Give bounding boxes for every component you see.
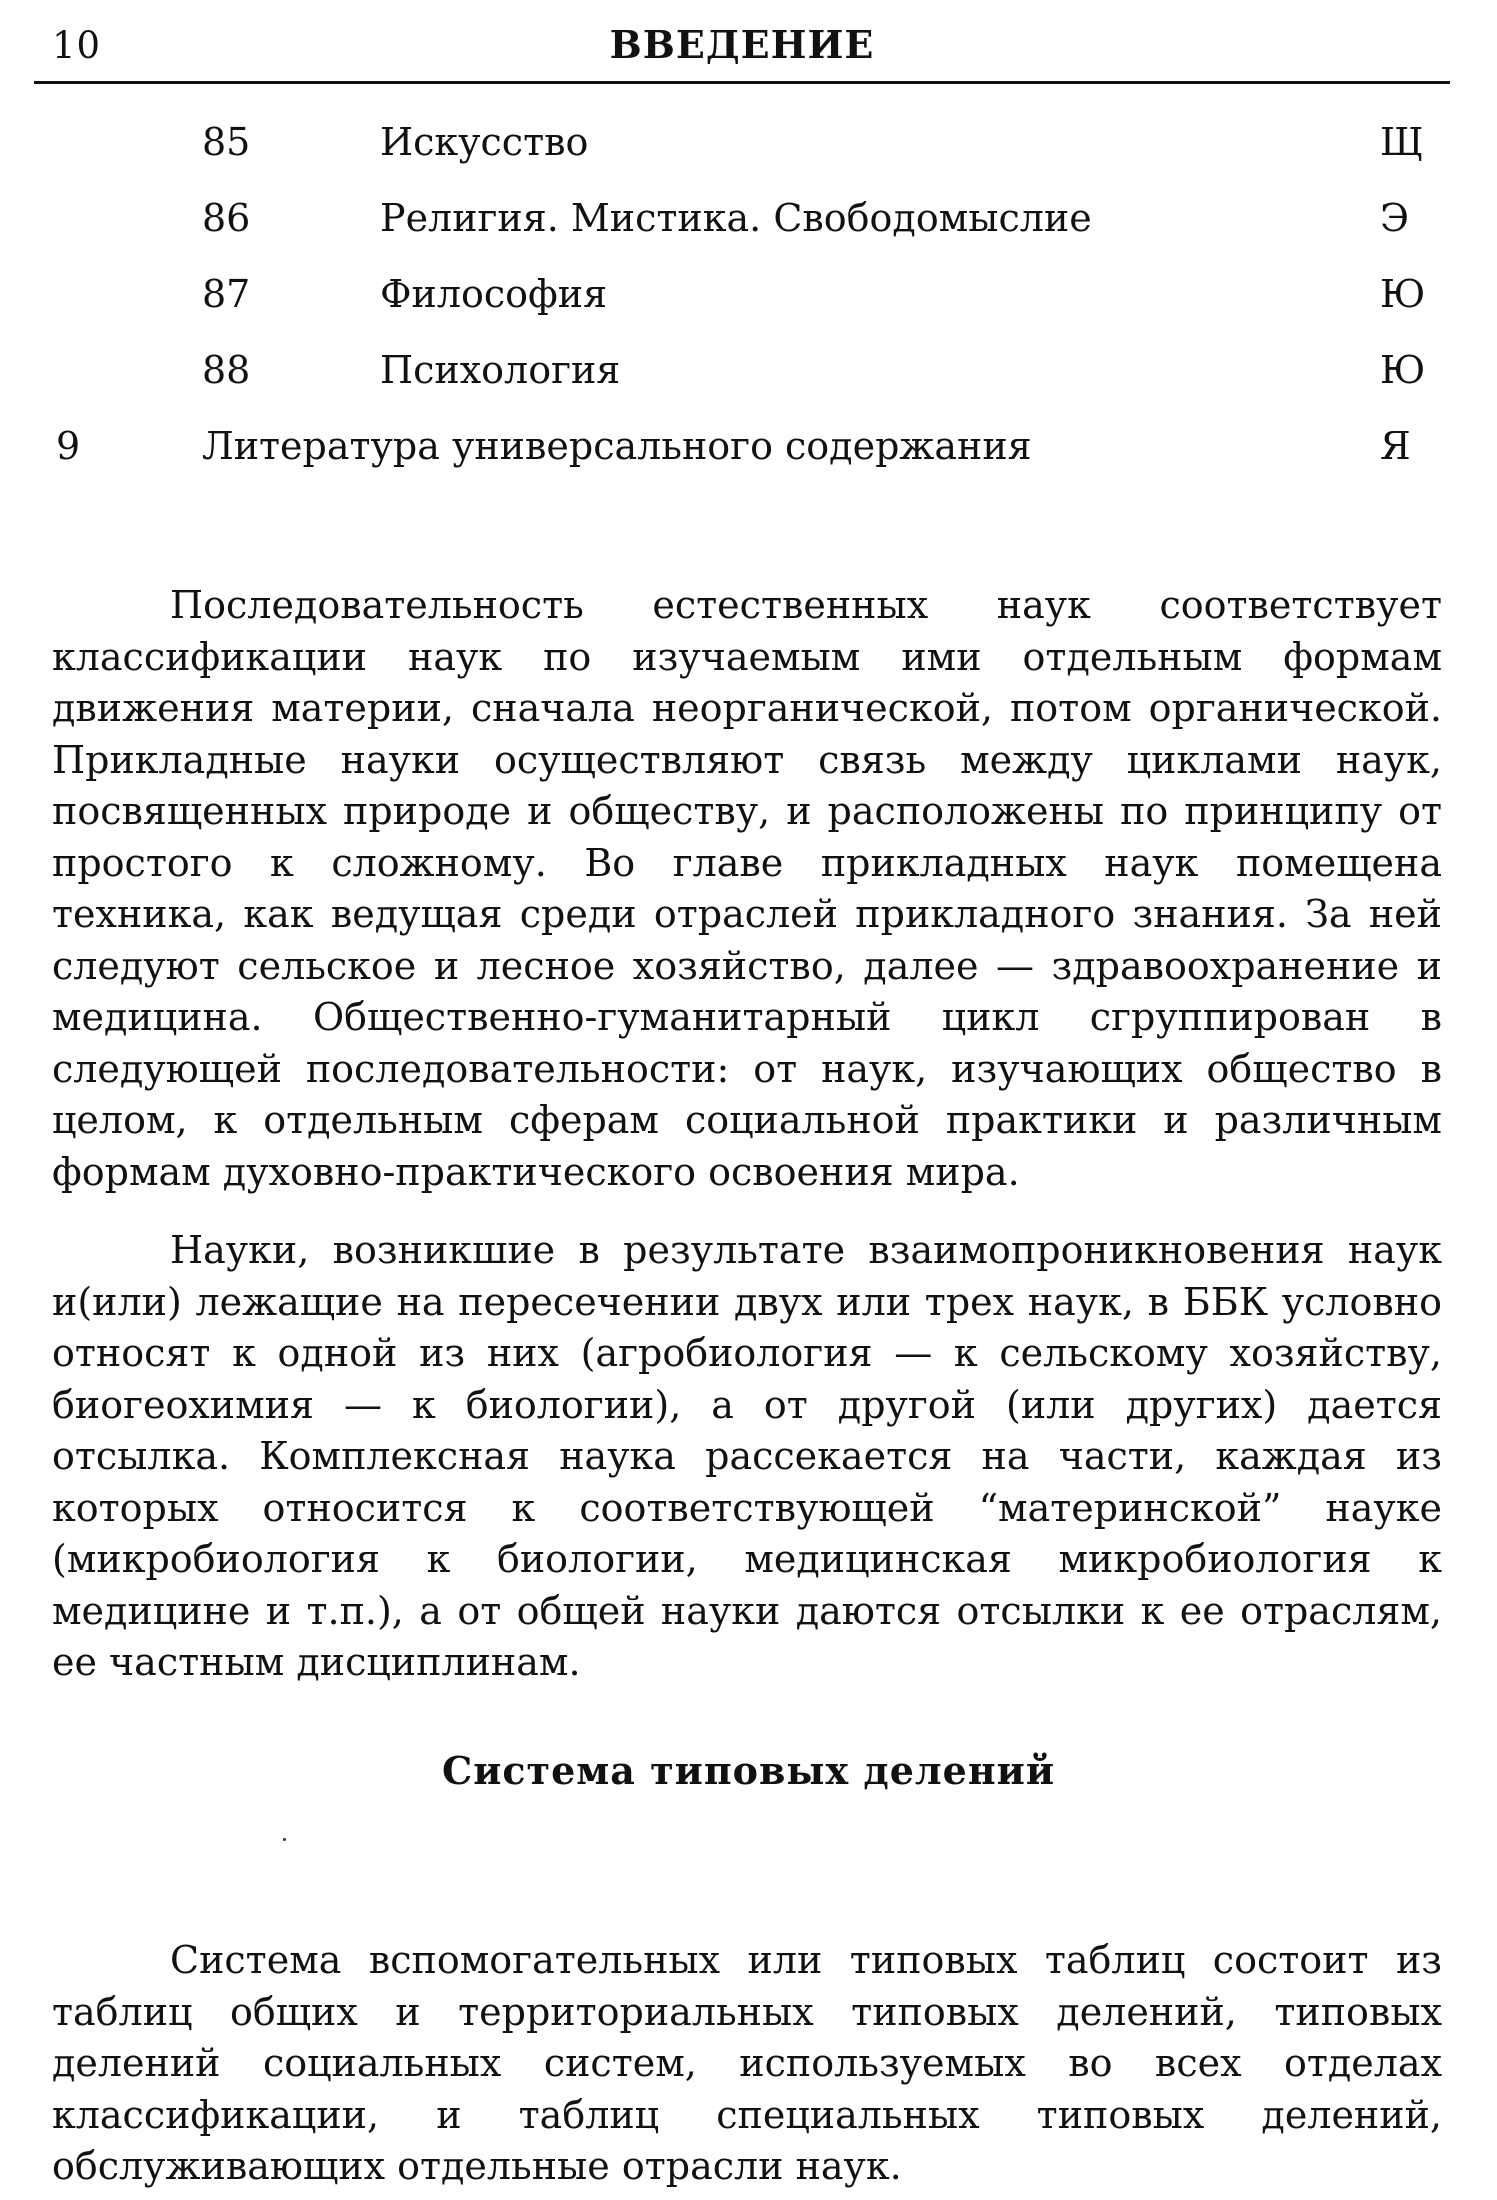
row-letter: Ю xyxy=(1380,272,1426,316)
row-code: 87 xyxy=(202,272,251,316)
page-header xyxy=(34,22,1450,84)
row-letter: Я xyxy=(1380,424,1411,468)
row-label: Литература универсального содержания xyxy=(202,424,1032,468)
row-label: Психология xyxy=(380,348,621,392)
row-code: 85 xyxy=(202,120,251,164)
row-code: 86 xyxy=(202,196,251,240)
row-letter: Щ xyxy=(1380,120,1424,164)
row-code: 88 xyxy=(202,348,251,392)
classification-table xyxy=(0,112,1497,492)
running-title: ВВЕДЕНИЕ xyxy=(609,22,875,67)
page-number: 10 xyxy=(52,24,102,67)
table-row xyxy=(0,264,1497,340)
row-letter: Ю xyxy=(1380,348,1426,392)
row-label: Философия xyxy=(380,272,608,316)
row-label: Религия. Мистика. Свободомыслие xyxy=(380,196,1092,240)
row-letter: Э xyxy=(1380,196,1410,240)
section-heading: Система типовых делений xyxy=(441,1748,1056,1793)
table-row xyxy=(0,188,1497,264)
body-paragraph-1: Последовательность естественных наук соответствует классификации наук по изучаемым ими отдельным формам движения материи, сначала неорганической, потом органической. Прикладные науки осуществляют связь между циклами наук, посвященных природе и обществу, и расположены по принципу от простого к сложному. Во главе прикладных наук помещена техника, как ведущая среди отраслей прикладного знания. За ней следуют сельское и лесное хозяйство, далее — здравоохранение и медицина. Общественно-гуманитарный цикл сгруппирован в следующей последовательности: от наук, изучающих общество в целом, к отдельным сферам социальной практики и различным формам духовно-практического освоения мира. xyxy=(52,583,1442,1194)
body-paragraph-3: Система вспомогательных или типовых таблиц состоит из таблиц общих и территориальных типовых делений, типовых делений социальных систем, используемых во всех отделах классификации, и таблиц специальных типовых делений, обслуживающих отдельные отрасли наук. xyxy=(52,1938,1442,2188)
row-label: Искусство xyxy=(380,120,589,164)
row-top-code: 9 xyxy=(56,424,81,468)
table-row xyxy=(0,112,1497,188)
body-paragraph-2: Науки, возникшие в результате взаимопроникновения наук и(или) лежащие на пересечении двух или трех наук, в ББК условно относят к одной из них (агробиология — к сельскому хозяйству, биогеохимия — к биологии), а от другой (или других) дается отсылка. Комплексная наука рассекается на части, каждая из которых относится к соответствующей “материнской” науке (микробиология к биологии, медицинская микробиология к медицине и т.п.), а от общей науки даются отсылки к ее отраслям, ее частным дисциплинам. xyxy=(52,1228,1442,1684)
print-speck xyxy=(283,1838,286,1841)
header-rule xyxy=(34,81,1450,84)
table-row xyxy=(0,416,1497,492)
table-row xyxy=(0,340,1497,416)
